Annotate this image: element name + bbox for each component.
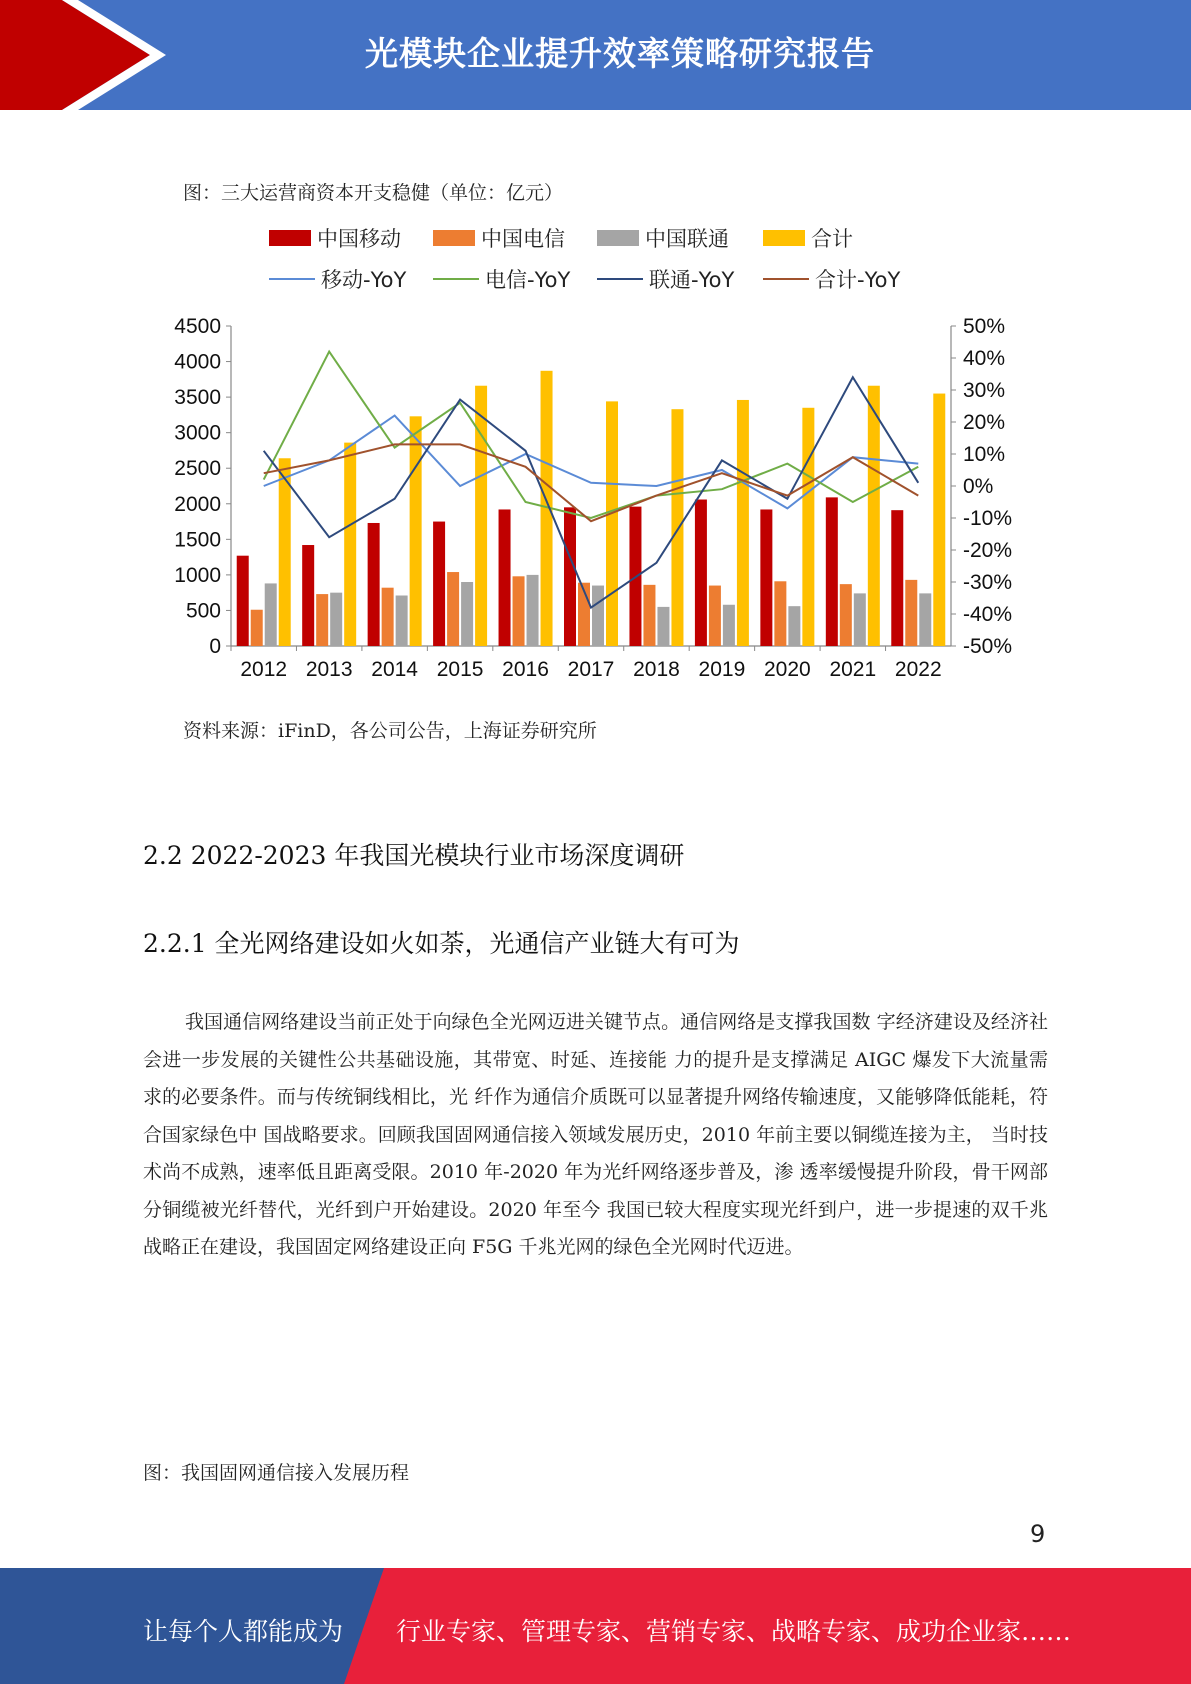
page-header xyxy=(0,0,1191,110)
figure2-caption: 图：我国固网通信接入发展历程 xyxy=(143,1462,410,1484)
capex-chart xyxy=(145,218,1045,698)
x-tick-label: 2016 xyxy=(502,658,549,681)
x-tick-label: 2012 xyxy=(240,658,288,681)
bar xyxy=(316,594,328,646)
y-tick-label-right: -10% xyxy=(963,507,1013,530)
y-tick-label-left: 1500 xyxy=(174,528,221,552)
y-tick-label-left: 2500 xyxy=(174,457,221,481)
yoy-line xyxy=(264,377,919,607)
x-tick-label: 2022 xyxy=(894,658,942,681)
figure-caption: 图：三大运营商资本开支稳健（单位：亿元） xyxy=(183,182,564,204)
x-tick-label: 2018 xyxy=(633,658,680,681)
y-tick-label-right: -50% xyxy=(963,635,1013,658)
bar xyxy=(643,585,655,646)
y-tick-label-right: 40% xyxy=(963,347,1006,370)
bar xyxy=(826,497,838,646)
bar xyxy=(499,509,511,646)
bar xyxy=(905,580,917,646)
y-tick-label-left: 3500 xyxy=(174,386,221,410)
bar xyxy=(737,400,749,646)
bar xyxy=(657,607,669,646)
bar xyxy=(396,596,408,646)
bar xyxy=(671,409,683,646)
legend-label: 联通-YoY xyxy=(649,268,735,292)
legend-label: 合计 xyxy=(811,227,853,251)
y-tick-label-right: -30% xyxy=(963,571,1013,594)
bar xyxy=(606,401,618,646)
bar xyxy=(513,576,525,646)
x-tick-label: 2017 xyxy=(567,658,615,681)
x-tick-label: 2015 xyxy=(436,658,484,681)
bar xyxy=(302,545,314,646)
legend-label: 中国移动 xyxy=(317,227,401,251)
legend-label: 中国电信 xyxy=(481,227,565,251)
document-title: 光模块企业提升效率策略研究报告 xyxy=(365,34,875,73)
yoy-line xyxy=(264,352,919,518)
y-tick-label-right: 0% xyxy=(963,475,994,498)
bar xyxy=(723,605,735,646)
legend-label: 中国联通 xyxy=(645,227,729,251)
bar xyxy=(527,575,539,646)
footer-slogan-left: 让每个人都能成为 xyxy=(143,1617,344,1646)
legend-swatch xyxy=(433,230,475,246)
body-paragraph xyxy=(143,1004,1048,1267)
y-tick-label-right: -40% xyxy=(963,603,1013,626)
bar xyxy=(265,583,277,646)
bar xyxy=(919,593,931,646)
y-tick-label-left: 500 xyxy=(185,599,221,623)
bar xyxy=(330,593,342,646)
bar xyxy=(410,416,422,646)
x-tick-label: 2019 xyxy=(698,658,746,681)
x-tick-label: 2014 xyxy=(371,658,418,681)
bar xyxy=(788,606,800,646)
footer-slogan-right: 行业专家、管理专家、营销专家、战略专家、成功企业家…… xyxy=(396,1617,1072,1646)
bar xyxy=(709,586,721,646)
legend-label: 电信-YoY xyxy=(485,268,571,292)
y-tick-label-right: 50% xyxy=(963,315,1006,338)
legend-swatch xyxy=(269,230,311,246)
section-heading-2-2-1: 2.2.1 全光网络建设如火如荼，光通信产业链大有可为 xyxy=(143,929,740,958)
bar xyxy=(344,443,356,646)
yoy-line xyxy=(264,416,919,509)
bar xyxy=(237,556,249,646)
y-tick-label-left: 3000 xyxy=(174,421,221,445)
bar xyxy=(868,386,880,646)
y-tick-label-right: 30% xyxy=(963,379,1006,402)
x-tick-label: 2013 xyxy=(305,658,353,681)
bar xyxy=(695,500,707,646)
page-number: 9 xyxy=(1030,1520,1046,1548)
section-heading-2-2: 2.2 2022-2023 年我国光模块行业市场深度调研 xyxy=(143,841,685,870)
bar xyxy=(592,586,604,646)
bar xyxy=(760,509,772,646)
bar xyxy=(279,458,291,646)
bar xyxy=(854,593,866,646)
y-tick-label-right: 10% xyxy=(963,443,1006,466)
bar xyxy=(840,584,852,646)
y-tick-label-right: -20% xyxy=(963,539,1013,562)
y-tick-label-left: 0 xyxy=(209,635,221,658)
y-tick-label-right: 20% xyxy=(963,411,1006,434)
y-tick-label-left: 1000 xyxy=(174,563,221,587)
x-tick-label: 2020 xyxy=(764,658,811,681)
x-tick-label: 2021 xyxy=(829,658,877,681)
paragraph-text: 我国通信网络建设当前正处于向绿色全光网迈进关键节点。通信网络是支撑我国数 字经济建设及经济社会进一步发展的关键性公共基础设施，其带宽、时延、连接能 力的提升是支撑满足 AIGC 爆发下大流量需求的必要条件。而与传统铜线相比，光 纤作为通信介质既可以显著提升网络传输速度，又能够降低能耗，符合国家绿色中 国战略要求。回顾我国固网通信接入领域发展历史，2010 年前主要以铜缆连接为主， 当时技术尚不成熟，速率低且距离受限。2010 年-2020 年为光纤网络逐步普及，渗 透率缓慢提升阶段，骨干网部分铜缆被光纤替代，光纤到户开始建设。2020 年至今 我国已较大程度实现光纤到户，进一步提速的双千兆战略正在建设，我国固定网络建设正向 F5G 千兆光网的绿色全光网时代迈进。 xyxy=(143,1011,1048,1258)
legend-swatch xyxy=(597,230,639,246)
bar xyxy=(461,582,473,646)
y-tick-label-left: 4000 xyxy=(174,350,221,374)
figure-source: 资料来源：iFinD，各公司公告，上海证券研究所 xyxy=(183,720,597,742)
legend-swatch xyxy=(763,230,805,246)
bar xyxy=(564,507,576,646)
legend-label: 合计-YoY xyxy=(815,268,901,292)
legend-label: 移动-YoY xyxy=(321,268,407,292)
bar xyxy=(368,523,380,646)
y-tick-label-left: 2000 xyxy=(174,492,221,516)
bar xyxy=(433,522,445,646)
bar xyxy=(447,572,459,646)
bar xyxy=(891,510,903,646)
bar xyxy=(802,408,814,646)
bar xyxy=(933,394,945,646)
page-footer xyxy=(0,1568,1191,1684)
bar xyxy=(475,386,487,646)
bar xyxy=(251,610,263,646)
chart-svg xyxy=(145,218,1045,698)
bar xyxy=(382,588,394,646)
y-tick-label-left: 4500 xyxy=(174,315,221,338)
bar xyxy=(774,581,786,646)
